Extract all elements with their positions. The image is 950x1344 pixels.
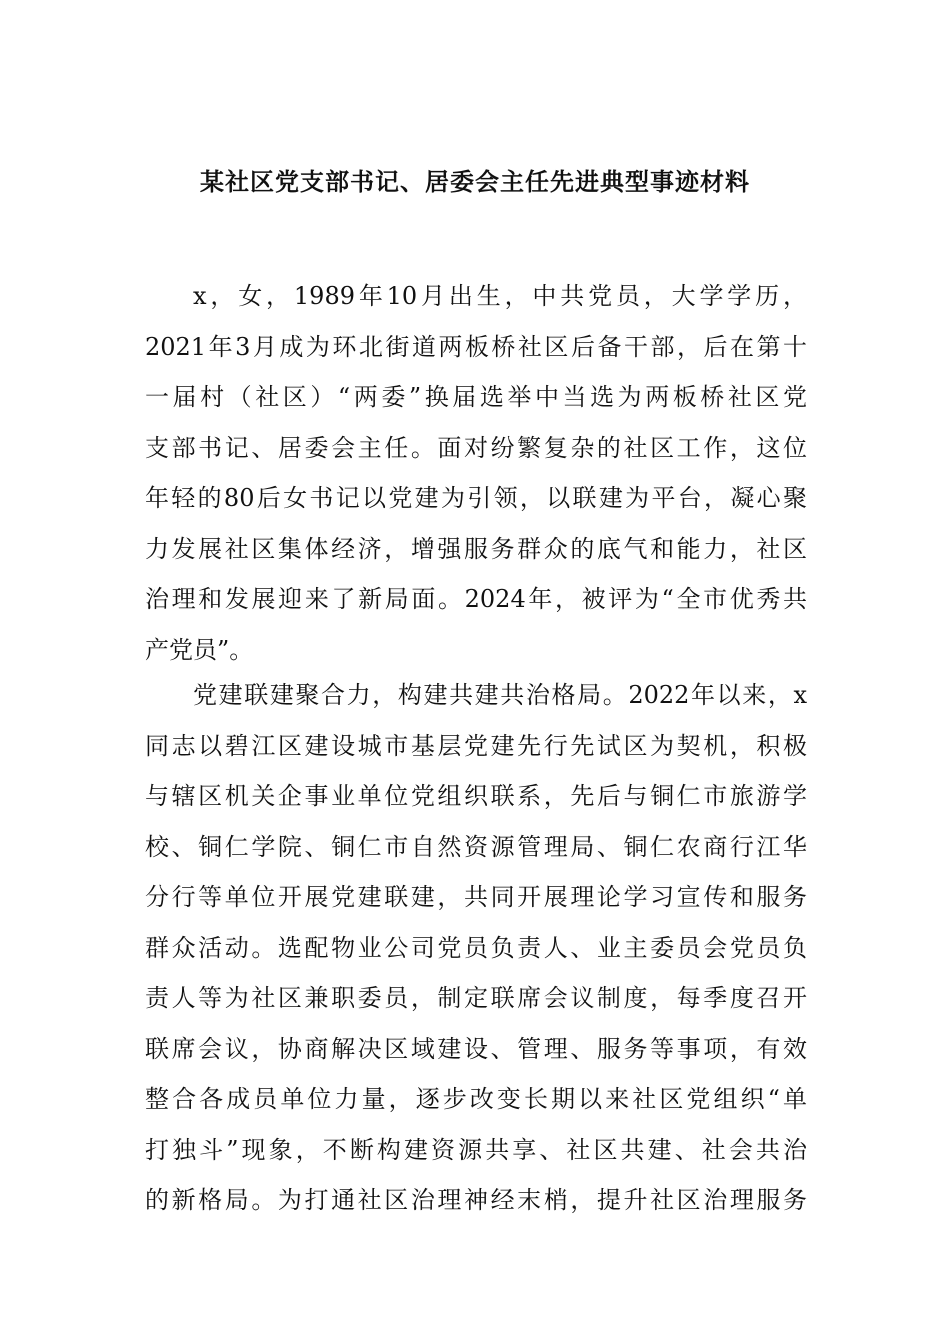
paragraph-2-line: 打独斗”现象，不断构建资源共享、社区共建、社会共治	[145, 1135, 807, 1164]
paragraph-2-line: 的新格局。为打通社区治理神经末梢，提升社区治理服务	[145, 1186, 807, 1214]
paragraph-2-line: 群众活动。选配物业公司党员负责人、业主委员会党员负	[145, 933, 807, 962]
paragraph-2-line: 整合各成员单位力量，逐步改变长期以来社区党组织“单	[145, 1085, 807, 1113]
paragraph-1-line: 年轻的80后女书记以党建为引领，以联建为平台，凝心聚	[145, 484, 807, 512]
paragraph-2-line: 责人等为社区兼职委员，制定联席会议制度，每季度召开	[145, 984, 807, 1012]
paragraph-1-line: x，女，1989年10月出生，中共党员，大学学历，	[193, 282, 807, 310]
paragraph-2-line: 党建联建聚合力，构建共建共治格局。2022年以来，x	[193, 681, 807, 709]
paragraph-1	[145, 271, 807, 675]
paragraph-1-line: 支部书记、居委会主任。面对纷繁复杂的社区工作，这位	[145, 433, 807, 462]
document-title: 某社区党支部书记、居委会主任先进典型事迹材料	[200, 167, 750, 196]
paragraph-1-line: 一届村（社区）“两委”换届选举中当选为两板桥社区党	[145, 383, 807, 411]
paragraph-1-line: 2021年3月成为环北街道两板桥社区后备干部，后在第十	[145, 332, 807, 361]
paragraph-2-line: 联席会议，协商解决区域建设、管理、服务等事项，有效	[145, 1034, 807, 1063]
paragraph-2-line: 分行等单位开展党建联建，共同开展理论学习宣传和服务	[145, 883, 807, 911]
paragraph-1-line: 治理和发展迎来了新局面。2024年，被评为“全市优秀共	[145, 585, 807, 613]
paragraph-2-line: 同志以碧江区建设城市基层党建先行先试区为契机，积极	[145, 731, 807, 760]
paragraph-2-line: 与辖区机关企事业单位党组织联系，先后与铜仁市旅游学	[145, 782, 807, 810]
paragraph-1-line: 力发展社区集体经济，增强服务群众的底气和能力，社区	[145, 534, 807, 563]
paragraph-1-line: 产党员”。	[145, 635, 254, 664]
paragraph-2	[145, 670, 807, 1226]
paragraph-2-line: 校、铜仁学院、铜仁市自然资源管理局、铜仁农商行江华	[145, 832, 807, 861]
